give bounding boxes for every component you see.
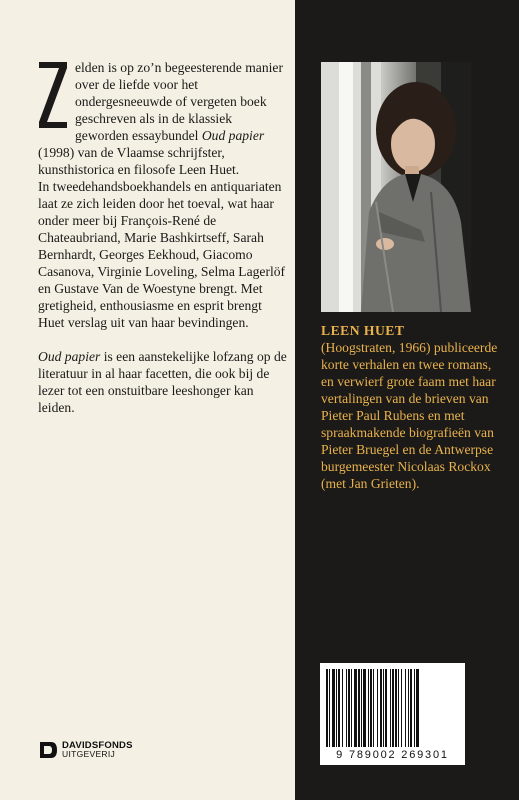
publisher-logo: [38, 740, 133, 760]
publisher-line-1: DAVIDSFONDS: [62, 740, 133, 751]
isbn-number: 9 789002 269301: [336, 749, 449, 761]
author-photo: [321, 62, 471, 312]
barcode-bar: [390, 669, 391, 747]
book-title-2: Oud papier: [38, 349, 101, 364]
dropcap-z-glyph: [38, 61, 68, 129]
author-portrait-image: [321, 62, 471, 312]
author-bio: [321, 322, 506, 492]
blurb-paragraph-2: In tweedehandsboekhandels en antiquariaten laat ze zich leiden door het toeval, wat haar onder meer bij François-René de Chateaubriand, Marie Bashkirtseff, Sarah Bernhardt, Georges Eekhoud, Giacomo Casanova, Virginie Loveling, Selma Lagerlöf en Gustave Van de Woestyne brengt. Met gretigheid, enthousiasme en esprit brengt Huet verslag uit van haar bevindingen.: [38, 179, 286, 330]
barcode-bar: [410, 669, 412, 747]
blurb-p1-start: elden is op zo’n begeesterende manier over de liefde voor het ondergesneeuwde of vergeten boek geschreven als in de klassiek geworden essaybundel: [75, 60, 283, 143]
publisher-name: [62, 741, 133, 759]
barcode-bar: [380, 669, 382, 747]
publisher-line-2: UITGEVERIJ: [62, 749, 116, 759]
barcode-bar: [351, 669, 352, 747]
blurb-p1-end: (1998) van de Vlaamse schrijfster, kunsthistorica en filosofe Leen Huet.: [38, 145, 240, 177]
barcode-bar: [405, 669, 406, 747]
barcode-bar: [385, 669, 387, 747]
blurb-paragraph-1: [38, 59, 288, 178]
barcode-bar: [354, 669, 357, 747]
blurb-text: [38, 59, 288, 416]
barcode-bar: [326, 669, 328, 747]
barcode-bar: [373, 669, 374, 747]
barcode-bar: [358, 669, 360, 747]
barcode-bar: [392, 669, 394, 747]
barcode-bar: [395, 669, 397, 747]
barcode-bar: [401, 669, 402, 747]
dropcap: [38, 61, 68, 131]
barcode-bar: [377, 669, 378, 747]
barcode-bar: [363, 669, 366, 747]
blurb-p3-text: is een aanstekelijke lofzang op de literatuur in al haar facetten, die ook bij de lezer tot een onstuitbare leeshonger kan leiden.: [38, 349, 287, 415]
author-name: LEEN HUET: [321, 323, 405, 338]
barcode-bar: [370, 669, 372, 747]
barcode-bar: [338, 669, 340, 747]
barcode-bar: [348, 669, 350, 747]
barcode-bar: [383, 669, 384, 747]
book-title: Oud papier: [201, 128, 265, 143]
barcode-bar: [342, 669, 343, 747]
barcode-bar: [414, 669, 415, 747]
barcode-bar: [416, 669, 419, 747]
barcode-bar: [346, 669, 347, 747]
barcode-bar: [368, 669, 369, 747]
barcode-bar: [336, 669, 337, 747]
author-bio-text: (Hoogstraten, 1966) publiceerde korte verhalen en twee romans, en verwierf grote faam met haar vertalingen van de brieven van Pieter Paul Rubens en met spraakmakende biografieën van Pieter Bruegel en de Antwerpse burgemeester Nicolaas Rockox (met Jan Grieten).: [321, 340, 498, 491]
barcode-bar: [398, 669, 399, 747]
barcode-bar: [329, 669, 330, 747]
barcode-bar: [408, 669, 409, 747]
barcode-bar: [361, 669, 362, 747]
blurb-paragraph-3: [38, 348, 288, 416]
barcode-bar: [332, 669, 335, 747]
publisher-mark-icon: [38, 740, 58, 760]
isbn-barcode: [320, 663, 465, 765]
